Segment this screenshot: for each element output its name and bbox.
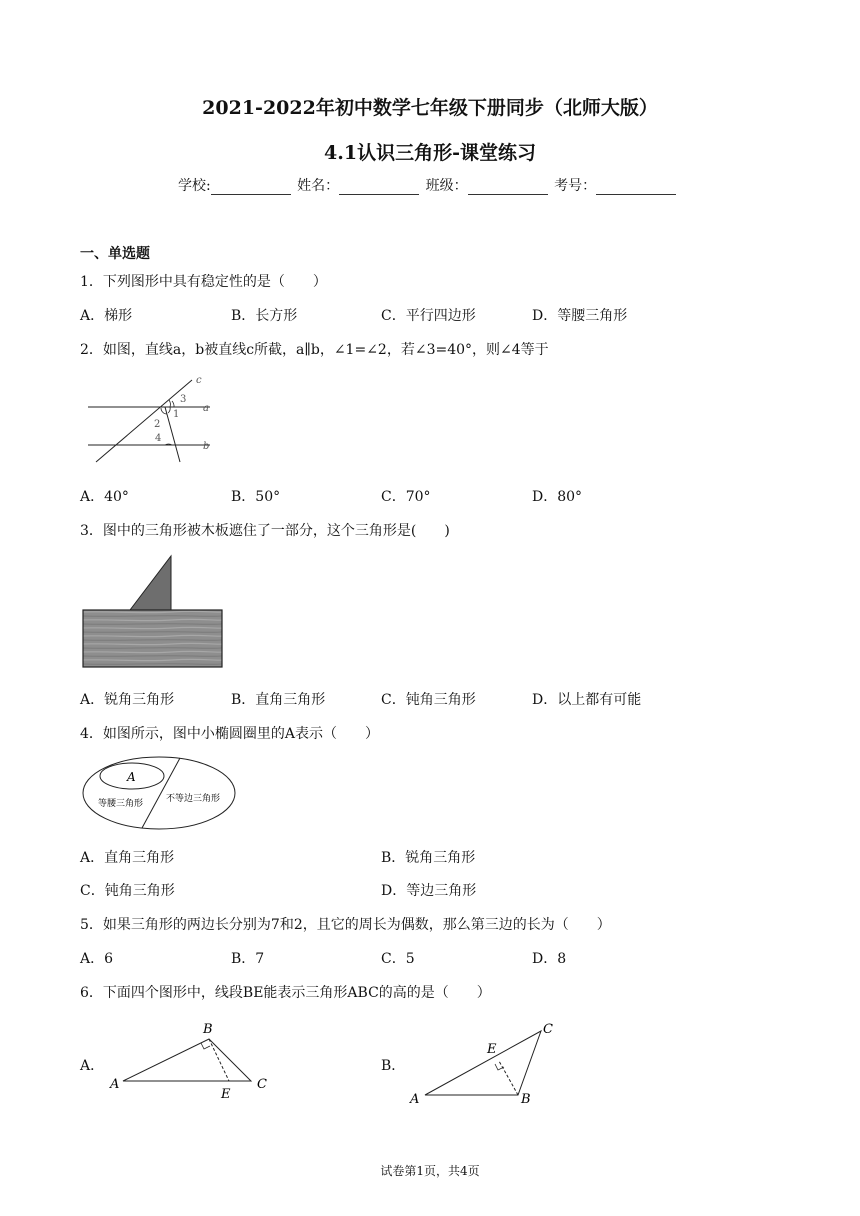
q6-option-a: A． — [80, 1058, 105, 1074]
label-a: a — [203, 403, 209, 414]
q3-option-d: D．以上都有可能 — [532, 692, 642, 708]
q3-option-c: C．钝角三角形 — [381, 692, 476, 708]
q1-option-a: A．梯形 — [80, 308, 133, 324]
page-footer: 试卷第1页，共4页 — [380, 1164, 480, 1178]
question-3-stem: 3．图中的三角形被木板遮住了一部分，这个三角形是( ) — [80, 523, 450, 539]
q4-option-c: C．钝角三角形 — [80, 883, 175, 899]
fig-a-label-a: A — [110, 1077, 120, 1092]
q5-option-b: B．7 — [231, 951, 265, 967]
section-heading: 一、单选题 — [80, 246, 150, 262]
name-blank — [339, 180, 419, 195]
angle-label-3: 3 — [180, 394, 187, 405]
q2-option-d: D．80° — [532, 489, 583, 505]
q6-figure-b — [405, 1015, 575, 1110]
question-1-stem: 1．下列图形中具有稳定性的是（ ） — [80, 274, 327, 290]
page-title: 2021-2022年初中数学七年级下册同步（北师大版） — [202, 97, 658, 119]
angle-label-2: 2 — [154, 419, 161, 430]
q3-option-a: A．锐角三角形 — [80, 692, 175, 708]
q6-figure-a — [105, 1015, 285, 1105]
q5-option-c: C．5 — [381, 951, 415, 967]
exam-number-blank — [596, 180, 676, 195]
fig-b-label-a: A — [410, 1092, 420, 1107]
venn-label-a: A — [127, 770, 136, 784]
question-6-stem: 6．下面四个图形中，线段BE能表示三角形ABC的高的是（ ） — [80, 985, 491, 1001]
class-label: 班级： — [425, 178, 468, 194]
label-c: c — [196, 375, 202, 386]
fig-b-label-c: C — [543, 1022, 553, 1037]
fig-a-label-b: B — [203, 1022, 213, 1037]
q1-option-c: C．平行四边形 — [381, 308, 476, 324]
parallel-lines-figure — [82, 372, 222, 467]
school-blank — [211, 180, 291, 195]
angle-label-4: 4 — [155, 433, 162, 444]
name-label: 姓名： — [297, 178, 340, 194]
question-2-stem: 2．如图，直线a，b被直线c所截，a∥b，∠1=∠2，若∠3=40°，则∠4等于 — [80, 342, 549, 358]
label-b: b — [203, 441, 210, 452]
q3-option-b: B．直角三角形 — [231, 692, 326, 708]
q4-option-d: D．等边三角形 — [381, 883, 477, 899]
hidden-triangle-figure — [82, 554, 226, 670]
venn-label-isosceles: 等腰三角形 — [98, 799, 144, 809]
fig-a-label-c: C — [257, 1077, 267, 1092]
page-subtitle: 4.1认识三角形-课堂练习 — [324, 142, 536, 164]
q1-option-d: D．等腰三角形 — [532, 308, 628, 324]
q5-option-a: A．6 — [80, 951, 114, 967]
q4-option-b: B．锐角三角形 — [381, 850, 476, 866]
question-4-stem: 4．如图所示，图中小椭圆圈里的A表示（ ） — [80, 726, 380, 742]
venn-label-scalene: 不等边三角形 — [166, 794, 221, 804]
ellipse-venn-figure — [82, 755, 238, 833]
q6-option-b: B． — [381, 1058, 406, 1074]
question-5-stem: 5．如果三角形的两边长分别为7和2，且它的周长为偶数，那么第三边的长为（ ） — [80, 917, 611, 933]
fig-b-label-e: E — [487, 1042, 497, 1057]
student-info-row — [178, 175, 678, 195]
angle-label-1: 1 — [173, 409, 180, 420]
q5-option-d: D．8 — [532, 951, 567, 967]
q4-option-a: A．直角三角形 — [80, 850, 175, 866]
q2-option-a: A．40° — [80, 489, 129, 505]
class-blank — [468, 180, 548, 195]
q2-option-c: C．70° — [381, 489, 431, 505]
school-label: 学校: — [178, 178, 211, 194]
q2-option-b: B．50° — [231, 489, 281, 505]
fig-a-label-e: E — [221, 1087, 231, 1102]
exam-number-label: 考号： — [554, 178, 597, 194]
fig-b-label-b: B — [521, 1092, 531, 1107]
q1-option-b: B．长方形 — [231, 308, 298, 324]
